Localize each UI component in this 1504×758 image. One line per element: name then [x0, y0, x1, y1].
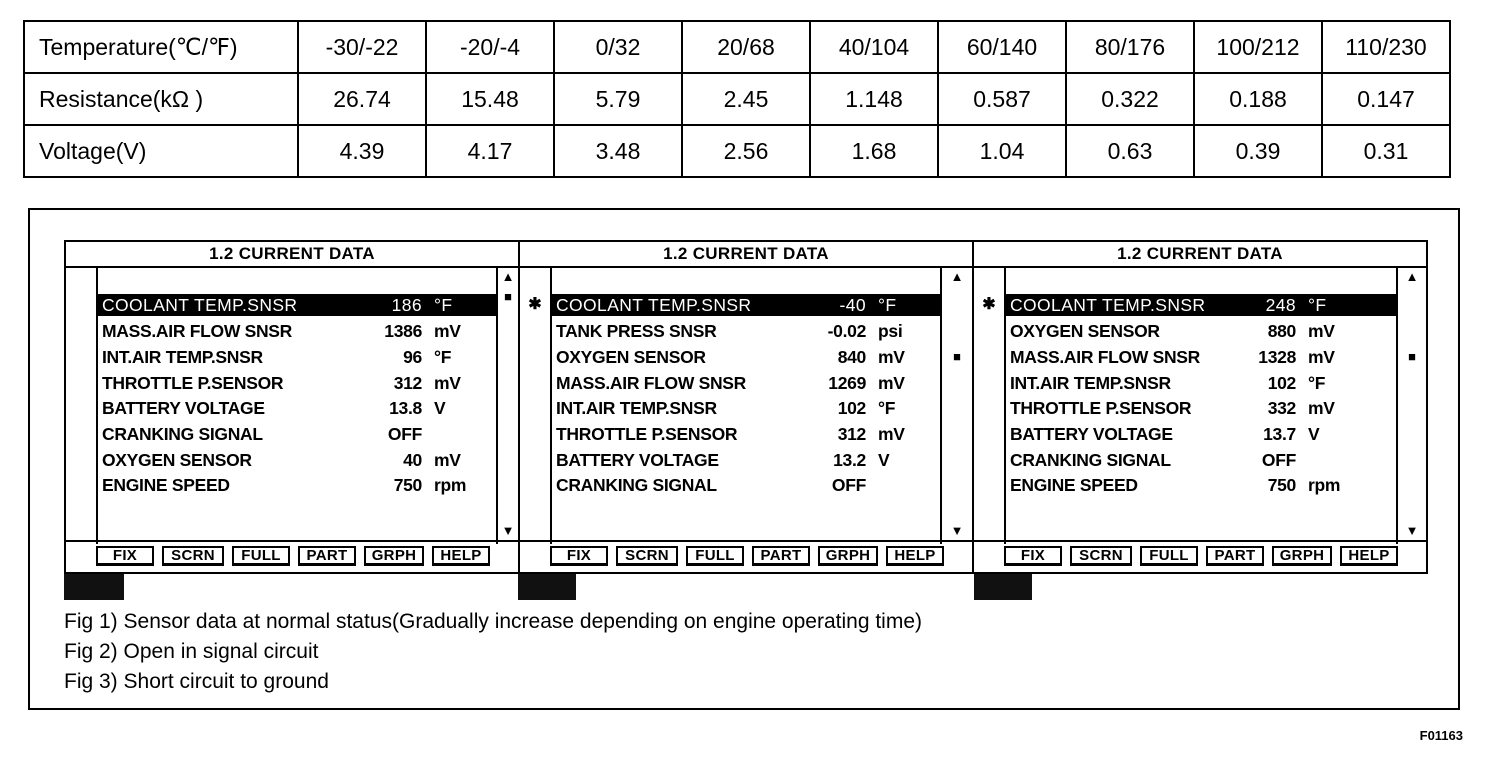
data-list[interactable]	[96, 266, 498, 544]
spec-cell: 0.39	[1194, 125, 1322, 177]
sensor-name: MASS.AIR FLOW SNSR	[556, 373, 747, 393]
panel-1-tab-marker	[64, 574, 124, 600]
scroll-down-icon[interactable]: ▼	[1405, 523, 1419, 538]
data-row[interactable]	[1006, 346, 1396, 368]
spec-row-temperature	[24, 21, 1450, 73]
sensor-value: 186	[391, 295, 422, 315]
spec-cell: -20/-4	[426, 21, 554, 73]
sensor-value: -40	[839, 295, 866, 315]
data-row[interactable]	[98, 474, 496, 496]
sensor-unit: mV	[434, 321, 461, 341]
scrollbar[interactable]	[498, 266, 518, 544]
spec-cell: 0.63	[1066, 125, 1194, 177]
sensor-name: COOLANT TEMP.SNSR	[556, 295, 752, 315]
sensor-name: OXYGEN SENSOR	[1010, 321, 1160, 341]
panel-title: 1.2 CURRENT DATA	[520, 242, 972, 268]
sensor-unit: mV	[878, 347, 905, 367]
sensor-name: THROTTLE P.SENSOR	[556, 424, 738, 444]
spec-row-voltage	[24, 125, 1450, 177]
full-button[interactable]: FULL	[686, 546, 744, 566]
scrollbar[interactable]	[942, 266, 972, 544]
help-button[interactable]: HELP	[886, 546, 944, 566]
panel-title: 1.2 CURRENT DATA	[974, 242, 1426, 268]
sensor-value: 248	[1265, 295, 1296, 315]
spec-cell: 4.17	[426, 125, 554, 177]
full-button[interactable]: FULL	[232, 546, 290, 566]
part-button[interactable]: PART	[752, 546, 810, 566]
scanner-panel-2	[518, 240, 974, 574]
spec-cell: 60/140	[938, 21, 1066, 73]
data-row[interactable]	[1006, 423, 1396, 445]
spec-cell: 1.68	[810, 125, 938, 177]
sensor-value: 750	[393, 475, 422, 495]
data-row[interactable]	[1006, 397, 1396, 419]
sensor-unit: V	[1308, 424, 1320, 444]
spec-cell: 3.48	[554, 125, 682, 177]
sensor-name: INT.AIR TEMP.SNSR	[556, 398, 717, 418]
data-row[interactable]	[1006, 372, 1396, 394]
data-row[interactable]	[552, 474, 940, 496]
fix-button[interactable]: FIX	[96, 546, 154, 566]
spec-cell: 2.45	[682, 73, 810, 125]
marker-column	[520, 266, 550, 544]
sensor-unit: mV	[1308, 321, 1335, 341]
sensor-value: OFF	[831, 475, 866, 495]
sensor-value: 13.8	[389, 398, 422, 418]
spec-cell: 0.188	[1194, 73, 1322, 125]
spec-cell: 0.147	[1322, 73, 1450, 125]
marker-column	[66, 266, 96, 544]
sensor-name: OXYGEN SENSOR	[102, 450, 252, 470]
sensor-name: ENGINE SPEED	[1010, 475, 1138, 495]
caption-fig-3: Fig 3) Short circuit to ground	[64, 670, 329, 693]
spec-cell: 0.322	[1066, 73, 1194, 125]
spec-cell: 1.148	[810, 73, 938, 125]
panel-title: 1.2 CURRENT DATA	[66, 242, 518, 268]
sensor-value: 750	[1267, 475, 1296, 495]
spec-row-label: Temperature(℃/℉)	[24, 21, 298, 73]
fault-marker-icon: ✱	[982, 296, 996, 313]
scroll-thumb-icon[interactable]: ■	[1408, 349, 1416, 364]
sensor-name: INT.AIR TEMP.SNSR	[102, 347, 263, 367]
data-row[interactable]	[552, 397, 940, 419]
sensor-unit: psi	[878, 321, 903, 341]
sensor-name: ENGINE SPEED	[102, 475, 230, 495]
scrn-button[interactable]: SCRN	[1070, 546, 1132, 566]
panel-3-tab-marker	[974, 574, 1032, 600]
spec-cell: -30/-22	[298, 21, 426, 73]
sensor-name: THROTTLE P.SENSOR	[102, 373, 284, 393]
scroll-up-icon[interactable]: ▲	[501, 269, 515, 284]
data-row[interactable]	[552, 320, 940, 342]
help-button[interactable]: HELP	[1340, 546, 1398, 566]
scrn-button[interactable]: SCRN	[616, 546, 678, 566]
full-button[interactable]: FULL	[1140, 546, 1198, 566]
data-row[interactable]	[552, 423, 940, 445]
spec-cell: 40/104	[810, 21, 938, 73]
sensor-value: 312	[837, 424, 866, 444]
sensor-name: THROTTLE P.SENSOR	[1010, 398, 1192, 418]
sensor-unit: °F	[434, 295, 453, 315]
sensor-value: OFF	[387, 424, 422, 444]
grph-button[interactable]: GRPH	[818, 546, 878, 566]
sensor-name: INT.AIR TEMP.SNSR	[1010, 373, 1171, 393]
sensor-value: 1386	[384, 321, 422, 341]
sensor-value: 96	[403, 347, 422, 367]
spec-cell: 5.79	[554, 73, 682, 125]
sensor-name: OXYGEN SENSOR	[556, 347, 706, 367]
data-row-selected[interactable]	[552, 294, 940, 316]
spec-cell: 4.39	[298, 125, 426, 177]
grph-button[interactable]: GRPH	[1272, 546, 1332, 566]
sensor-value: 13.2	[833, 450, 866, 470]
spec-row-label: Resistance(kΩ )	[24, 73, 298, 125]
data-row[interactable]	[552, 372, 940, 394]
function-key-bar	[520, 540, 972, 572]
sensor-unit: °F	[878, 295, 897, 315]
spec-cell: 80/176	[1066, 21, 1194, 73]
fix-button[interactable]: FIX	[1004, 546, 1062, 566]
caption-fig-2: Fig 2) Open in signal circuit	[64, 640, 319, 663]
sensor-unit: mV	[434, 450, 461, 470]
spec-row-label: Voltage(V)	[24, 125, 298, 177]
data-row[interactable]	[98, 320, 496, 342]
sensor-name: CRANKING SIGNAL	[556, 475, 717, 495]
sensor-name: BATTERY VOLTAGE	[556, 450, 719, 470]
sensor-name: CRANKING SIGNAL	[1010, 450, 1171, 470]
scanner-panel-3	[972, 240, 1428, 574]
sensor-value: 332	[1267, 398, 1296, 418]
part-button[interactable]: PART	[1206, 546, 1264, 566]
sensor-value: 13.7	[1263, 424, 1296, 444]
sensor-unit: °F	[1308, 295, 1327, 315]
sensor-value: 102	[1267, 373, 1296, 393]
scroll-down-icon[interactable]: ▼	[501, 523, 515, 538]
spec-cell: 1.04	[938, 125, 1066, 177]
scroll-down-icon[interactable]: ▼	[950, 523, 964, 538]
sensor-unit: mV	[434, 373, 461, 393]
sensor-unit: mV	[878, 424, 905, 444]
sensor-unit: mV	[1308, 347, 1335, 367]
spec-cell: 100/212	[1194, 21, 1322, 73]
data-list[interactable]	[1004, 266, 1398, 544]
sensor-value: 840	[837, 347, 866, 367]
scroll-thumb-icon[interactable]: ■	[953, 349, 961, 364]
data-row[interactable]	[98, 372, 496, 394]
spec-cell: 20/68	[682, 21, 810, 73]
data-row[interactable]	[552, 346, 940, 368]
data-list[interactable]	[550, 266, 942, 544]
marker-column	[974, 266, 1004, 544]
part-button[interactable]: PART	[298, 546, 356, 566]
sensor-name: COOLANT TEMP.SNSR	[102, 295, 298, 315]
grph-button[interactable]: GRPH	[364, 546, 424, 566]
data-row[interactable]	[98, 423, 496, 445]
sensor-name: MASS.AIR FLOW SNSR	[1010, 347, 1201, 367]
sensor-value: 312	[393, 373, 422, 393]
sensor-spec-table	[23, 20, 1451, 178]
panel-2-tab-marker	[518, 574, 576, 600]
data-row[interactable]	[552, 449, 940, 471]
spec-cell: 26.74	[298, 73, 426, 125]
sensor-unit: °F	[1308, 373, 1326, 393]
spec-cell: 2.56	[682, 125, 810, 177]
data-row-selected[interactable]	[1006, 294, 1396, 316]
spec-cell: 0.31	[1322, 125, 1450, 177]
scroll-thumb-icon[interactable]: ■	[504, 289, 512, 304]
spec-row-resistance	[24, 73, 1450, 125]
sensor-unit: mV	[1308, 398, 1335, 418]
scroll-up-icon[interactable]: ▲	[950, 269, 964, 284]
sensor-unit: rpm	[434, 475, 467, 495]
sensor-unit: V	[878, 450, 890, 470]
fault-marker-icon: ✱	[528, 296, 542, 313]
sensor-value: 1269	[828, 373, 866, 393]
sensor-name: COOLANT TEMP.SNSR	[1010, 295, 1206, 315]
data-row[interactable]	[1006, 474, 1396, 496]
spec-cell: 15.48	[426, 73, 554, 125]
sensor-value: 102	[837, 398, 866, 418]
caption-fig-1: Fig 1) Sensor data at normal status(Gradually increase depending on engine operating time)	[64, 610, 922, 633]
sensor-name: BATTERY VOLTAGE	[1010, 424, 1173, 444]
scanner-panel-1	[64, 240, 520, 574]
figure-code: F01163	[1419, 728, 1463, 743]
help-button[interactable]: HELP	[432, 546, 490, 566]
function-key-bar	[974, 540, 1426, 572]
scanner-figure	[28, 208, 1460, 710]
scrn-button[interactable]: SCRN	[162, 546, 224, 566]
scrollbar[interactable]	[1398, 266, 1426, 544]
sensor-name: BATTERY VOLTAGE	[102, 398, 265, 418]
sensor-name: TANK PRESS SNSR	[556, 321, 717, 341]
sensor-value: -0.02	[827, 321, 866, 341]
sensor-value: OFF	[1261, 450, 1296, 470]
sensor-value: 880	[1267, 321, 1296, 341]
fix-button[interactable]: FIX	[550, 546, 608, 566]
sensor-unit: °F	[434, 347, 452, 367]
sensor-name: CRANKING SIGNAL	[102, 424, 263, 444]
spec-cell: 110/230	[1322, 21, 1450, 73]
data-row[interactable]	[98, 397, 496, 419]
data-row[interactable]	[98, 449, 496, 471]
sensor-unit: rpm	[1308, 475, 1341, 495]
sensor-unit: mV	[878, 373, 905, 393]
data-row-selected[interactable]	[98, 294, 496, 316]
spec-cell: 0/32	[554, 21, 682, 73]
sensor-unit: °F	[878, 398, 896, 418]
data-row[interactable]	[1006, 449, 1396, 471]
spec-cell: 0.587	[938, 73, 1066, 125]
sensor-name: MASS.AIR FLOW SNSR	[102, 321, 293, 341]
sensor-value: 1328	[1258, 347, 1296, 367]
function-key-bar	[66, 540, 518, 572]
data-row[interactable]	[1006, 320, 1396, 342]
sensor-unit: V	[434, 398, 446, 418]
data-row[interactable]	[98, 346, 496, 368]
scroll-up-icon[interactable]: ▲	[1405, 269, 1419, 284]
sensor-value: 40	[403, 450, 422, 470]
